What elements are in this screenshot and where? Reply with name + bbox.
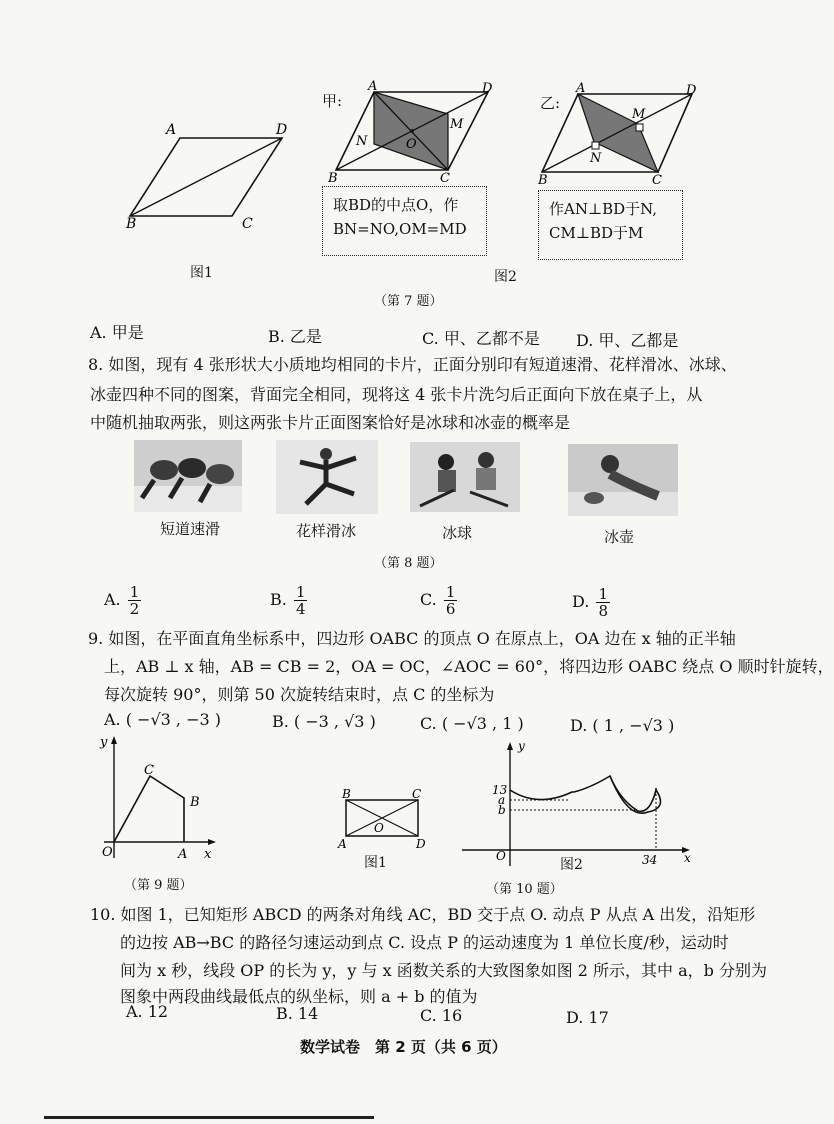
q10-fig2-caption: 图2 xyxy=(560,857,583,873)
q10-fig1-caption: 图1 xyxy=(364,855,387,871)
q7-yi-box xyxy=(538,190,683,260)
q7-fig1-caption: 图1 xyxy=(190,265,213,281)
q7-jia-B: B xyxy=(328,171,338,186)
q9-line-1: 9. 如图，在平面直角坐标系中，四边形 OABC 的顶点 O 在原点上，OA 边在 x 轴的正半轴 xyxy=(88,629,736,648)
card-label-curling: 冰壶 xyxy=(604,528,635,546)
q8-option-a xyxy=(104,584,141,617)
q10-label-34: 34 xyxy=(642,853,658,867)
q8-option-b-label: B. xyxy=(270,590,287,609)
q9-label-C: C xyxy=(144,763,154,778)
q8-title: （第 8 题） xyxy=(374,556,443,571)
q8-line-1: 8. 如图，现有 4 张形状大小质地均相同的卡片，正面分别印有短道速滑、花样滑冰、冰球、 xyxy=(88,355,737,374)
card-label-figure-skating: 花样滑冰 xyxy=(296,522,357,540)
q9-line-3: 每次旋转 90°，则第 50 次旋转结束时，点 C 的坐标为 xyxy=(104,685,495,704)
q9-option-c: C. ( −√3 , 1 ) xyxy=(420,714,524,733)
q8-option-c-fraction: $\frac{1}{6}$ xyxy=(445,583,456,618)
q8-option-c-label: C. xyxy=(420,590,437,609)
q9-title: （第 9 题） xyxy=(124,878,193,893)
q7-option-d: D. 甲、乙都是 xyxy=(576,331,679,350)
card-label-ice-hockey: 冰球 xyxy=(442,524,473,542)
q10-line-1: 10. 如图 1，已知矩形 ABCD 的两条对角线 AC，BD 交于点 O. 动点 P 从点 A 出发，沿矩形 xyxy=(90,905,756,924)
q10f1-label-D: D xyxy=(416,837,426,851)
q10f1-label-A: A xyxy=(338,837,347,851)
q7-yi-M: M xyxy=(632,107,646,122)
q7-jia-figure xyxy=(330,78,510,186)
q7-yi-C: C xyxy=(652,173,662,188)
q8-option-d xyxy=(572,586,610,619)
q10f1-label-C: C xyxy=(412,787,422,801)
bottom-rule xyxy=(44,1116,374,1119)
q8-option-b xyxy=(270,584,307,617)
q7-option-b: B. 乙是 xyxy=(268,327,322,346)
q10-title: （第 10 题） xyxy=(486,882,563,897)
q7-jia-D: D xyxy=(482,81,493,96)
q9-label-B: B xyxy=(190,795,200,810)
card-curling-image xyxy=(568,444,678,516)
q10f1-label-B: B xyxy=(342,787,351,801)
q9-line-2: 上，AB ⊥ x 轴，AB = CB = 2，OA = OC，∠AOC = 60°，将四边形 OABC 绕点 O 顺时针旋转， xyxy=(104,657,834,676)
q10-label-O: O xyxy=(496,849,506,863)
q10-axis-y: y xyxy=(518,739,525,753)
q7-yi-box-line1: 作AN⊥BD于N, xyxy=(549,200,658,218)
q8-option-a-fraction: $\frac{1}{2}$ xyxy=(129,583,140,618)
q9-label-A: A xyxy=(178,847,188,862)
q10-line-4: 图象中两段曲线最低点的纵坐标，则 a + b 的值为 xyxy=(120,987,478,1006)
q8-option-d-fraction: $\frac{1}{8}$ xyxy=(598,585,608,620)
q9-option-d: D. ( 1 , −√3 ) xyxy=(570,716,675,735)
card-ice-hockey-image xyxy=(410,442,520,512)
q7-yi-N: N xyxy=(590,151,602,166)
q7-jia-M: M xyxy=(450,117,464,132)
q8-option-b-fraction: $\frac{1}{4}$ xyxy=(295,583,306,618)
q7-yi-D: D xyxy=(686,83,697,98)
q8-line-3: 中随机抽取两张，则这两张卡片正面图案恰好是冰球和冰壶的概率是 xyxy=(90,413,571,432)
q8-line-2: 冰壶四种不同的图案，背面完全相同，现将这 4 张卡片洗匀后正面向下放在桌子上，从 xyxy=(90,385,703,404)
q7-yi-B: B xyxy=(538,173,548,188)
q7-option-c: C. 甲、乙都不是 xyxy=(422,329,540,348)
q10-option-d: D. 17 xyxy=(566,1008,609,1027)
q7-jia-box-line2: BN=NO,OM=MD xyxy=(333,220,467,238)
q10-axis-x: x xyxy=(684,851,691,865)
q7-jia-label: 甲: xyxy=(322,92,343,110)
q7f1-label-B: B xyxy=(126,216,137,232)
q7-jia-box-line1: 取BD的中点O，作 xyxy=(333,196,459,214)
q10-label-b: b xyxy=(498,803,506,817)
q7-jia-A: A xyxy=(368,79,378,94)
q9-axis-y: y xyxy=(100,735,108,750)
q9-figure xyxy=(96,730,226,870)
q8-option-c xyxy=(420,584,457,617)
card-speed-skating-image xyxy=(134,440,242,512)
q10-fig2 xyxy=(460,738,700,870)
q7-yi-A: A xyxy=(576,81,586,96)
q10f1-label-O: O xyxy=(374,821,384,835)
q8-option-a-label: A. xyxy=(104,590,121,609)
q10-line-2: 的边按 AB→BC 的路径匀速运动到点 C. 设点 P 的运动速度为 1 单位长度/秒，运动时 xyxy=(120,933,729,952)
page-footer: 数学试卷 第 2 页（共 6 页） xyxy=(300,1038,507,1056)
q7-jia-C: C xyxy=(440,171,450,186)
q7f1-label-D: D xyxy=(276,122,288,138)
q9-option-a: A. ( −√3 , −3 ) xyxy=(104,710,222,729)
q7-jia-box xyxy=(322,186,487,256)
q10-line-3: 间为 x 秒，线段 OP 的长为 y，y 与 x 函数关系的大致图象如图 2 所示，其中 a，b 分别为 xyxy=(120,961,768,980)
q10-fig1 xyxy=(336,786,436,850)
q7-jia-N: N xyxy=(356,134,368,149)
q9-label-O: O xyxy=(102,845,113,860)
q10-option-a: A. 12 xyxy=(126,1002,169,1021)
q7-fig1 xyxy=(120,120,300,240)
card-figure-skating-image xyxy=(276,440,378,514)
q10-option-b: B. 14 xyxy=(276,1004,319,1023)
q7f1-label-C: C xyxy=(242,216,253,232)
q7-title: （第 7 题） xyxy=(374,294,443,309)
q7f1-label-A: A xyxy=(166,122,177,138)
q9-option-b: B. ( −3 , √3 ) xyxy=(272,712,376,731)
q7-option-a: A. 甲是 xyxy=(90,323,144,342)
q10-label-13: 13 xyxy=(492,783,508,797)
q9-axis-x: x xyxy=(204,847,212,862)
q7-yi-figure xyxy=(540,80,710,188)
q7-yi-label: 乙: xyxy=(540,94,561,112)
q10-option-c: C. 16 xyxy=(420,1006,463,1025)
q7-fig2-caption: 图2 xyxy=(494,269,517,285)
q8-option-d-label: D. xyxy=(572,592,590,611)
q7-jia-O: O xyxy=(406,137,417,152)
card-label-speed-skating: 短道速滑 xyxy=(160,520,221,538)
q10-label-a: a xyxy=(498,793,506,807)
q7-yi-box-line2: CM⊥BD于M xyxy=(549,224,644,242)
